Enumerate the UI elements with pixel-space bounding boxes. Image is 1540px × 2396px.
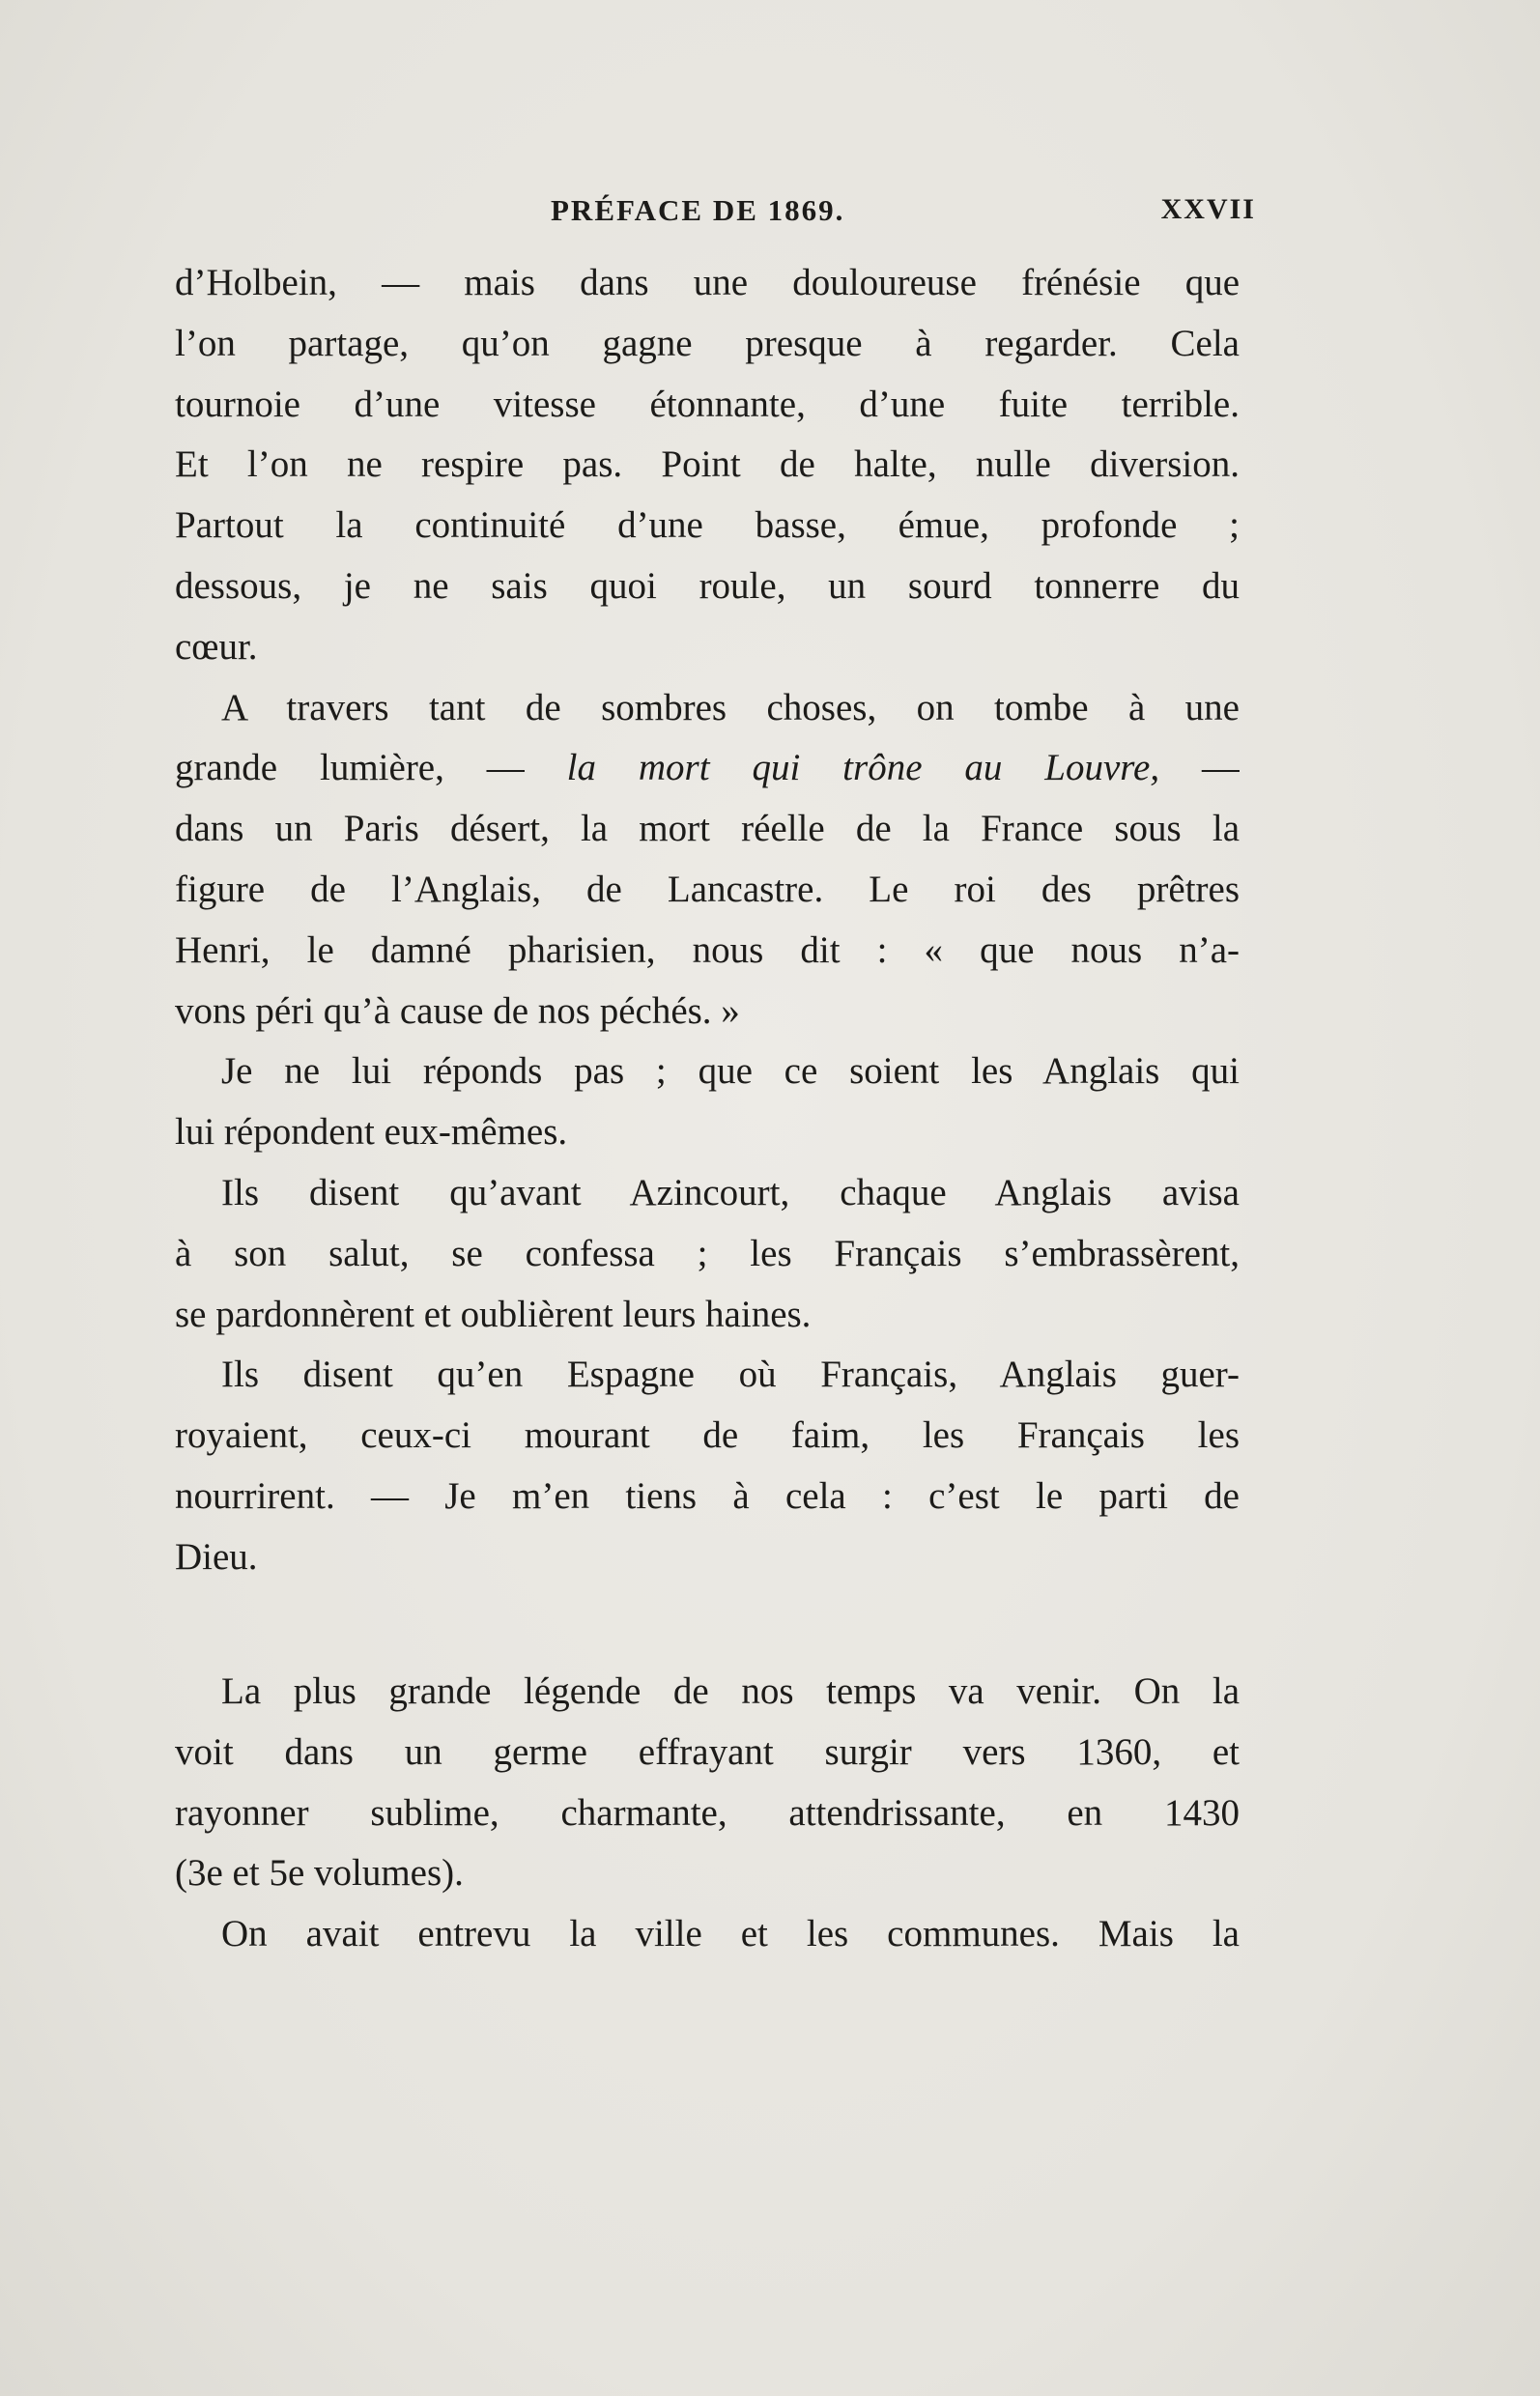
text-line: Dieu. bbox=[175, 1535, 258, 1578]
text-line: Et l’on ne respire pas. Point de halte, nulle diversion. bbox=[175, 443, 1240, 486]
text-line: Partout la continuité d’une basse, émue, profonde ; bbox=[175, 504, 1240, 547]
page-number: XXVII bbox=[1160, 193, 1256, 225]
text-line: lui répondent eux-mêmes. bbox=[175, 1111, 568, 1154]
text-line: Henri, le damné pharisien, nous dit : « que nous n’a- bbox=[175, 928, 1240, 971]
text-line: On avait entrevu la ville et les communes. Mais la bbox=[221, 1913, 1240, 1955]
body-text bbox=[175, 253, 1240, 1588]
text-line-with-italic bbox=[175, 738, 1240, 799]
text-line: Je ne lui réponds pas ; que ce soient les Anglais qui bbox=[221, 1050, 1240, 1093]
text-segment: — bbox=[1159, 747, 1240, 789]
running-head: PRÉFACE DE 1869. bbox=[551, 193, 845, 227]
text-line: (3e et 5e volumes). bbox=[175, 1852, 464, 1895]
text-line: se pardonnèrent et oublièrent leurs haines. bbox=[175, 1293, 812, 1335]
text-line: l’on partage, qu’on gagne presque à regarder. Cela bbox=[175, 322, 1240, 364]
text-line: d’Holbein, — mais dans une douloureuse frénésie que bbox=[175, 262, 1240, 303]
text-line: tournoie d’une vitesse étonnante, d’une fuite terrible. bbox=[175, 383, 1240, 425]
text-line: Ils disent qu’en Espagne où Français, Anglais guer- bbox=[221, 1354, 1240, 1396]
text-line: Ils disent qu’avant Azincourt, chaque Anglais avisa bbox=[221, 1171, 1240, 1213]
text-line: rayonner sublime, charmante, attendrissante, en 1430 bbox=[175, 1791, 1240, 1834]
text-line: dessous, je ne sais quoi roule, un sourd tonnerre du bbox=[175, 564, 1240, 607]
text-line: La plus grande légende de nos temps va venir. On la bbox=[221, 1670, 1240, 1712]
text-line: nourrirent. — Je m’en tiens à cela : c’est le parti de bbox=[175, 1474, 1240, 1517]
text-line: cœur. bbox=[175, 625, 258, 668]
text-line: à son salut, se confessa ; les Français s’embrassèrent, bbox=[175, 1232, 1240, 1274]
text-line: A travers tant de sombres choses, on tombe à une bbox=[221, 686, 1240, 728]
body-text-section-2 bbox=[175, 1662, 1240, 1965]
text-line: figure de l’Anglais, de Lancastre. Le roi des prêtres bbox=[175, 868, 1240, 910]
italic-phrase: la mort qui trône au Louvre, bbox=[566, 747, 1160, 789]
text-line: voit dans un germe effrayant surgir vers 1360, et bbox=[175, 1730, 1240, 1773]
text-segment: grande lumière, — bbox=[175, 747, 567, 789]
text-line: vons péri qu’à cause de nos péchés. » bbox=[175, 989, 740, 1032]
text-line: dans un Paris désert, la mort réelle de la France sous la bbox=[175, 808, 1240, 850]
text-line: royaient, ceux-ci mourant de faim, les Français les bbox=[175, 1414, 1240, 1457]
page-header bbox=[174, 193, 1256, 242]
